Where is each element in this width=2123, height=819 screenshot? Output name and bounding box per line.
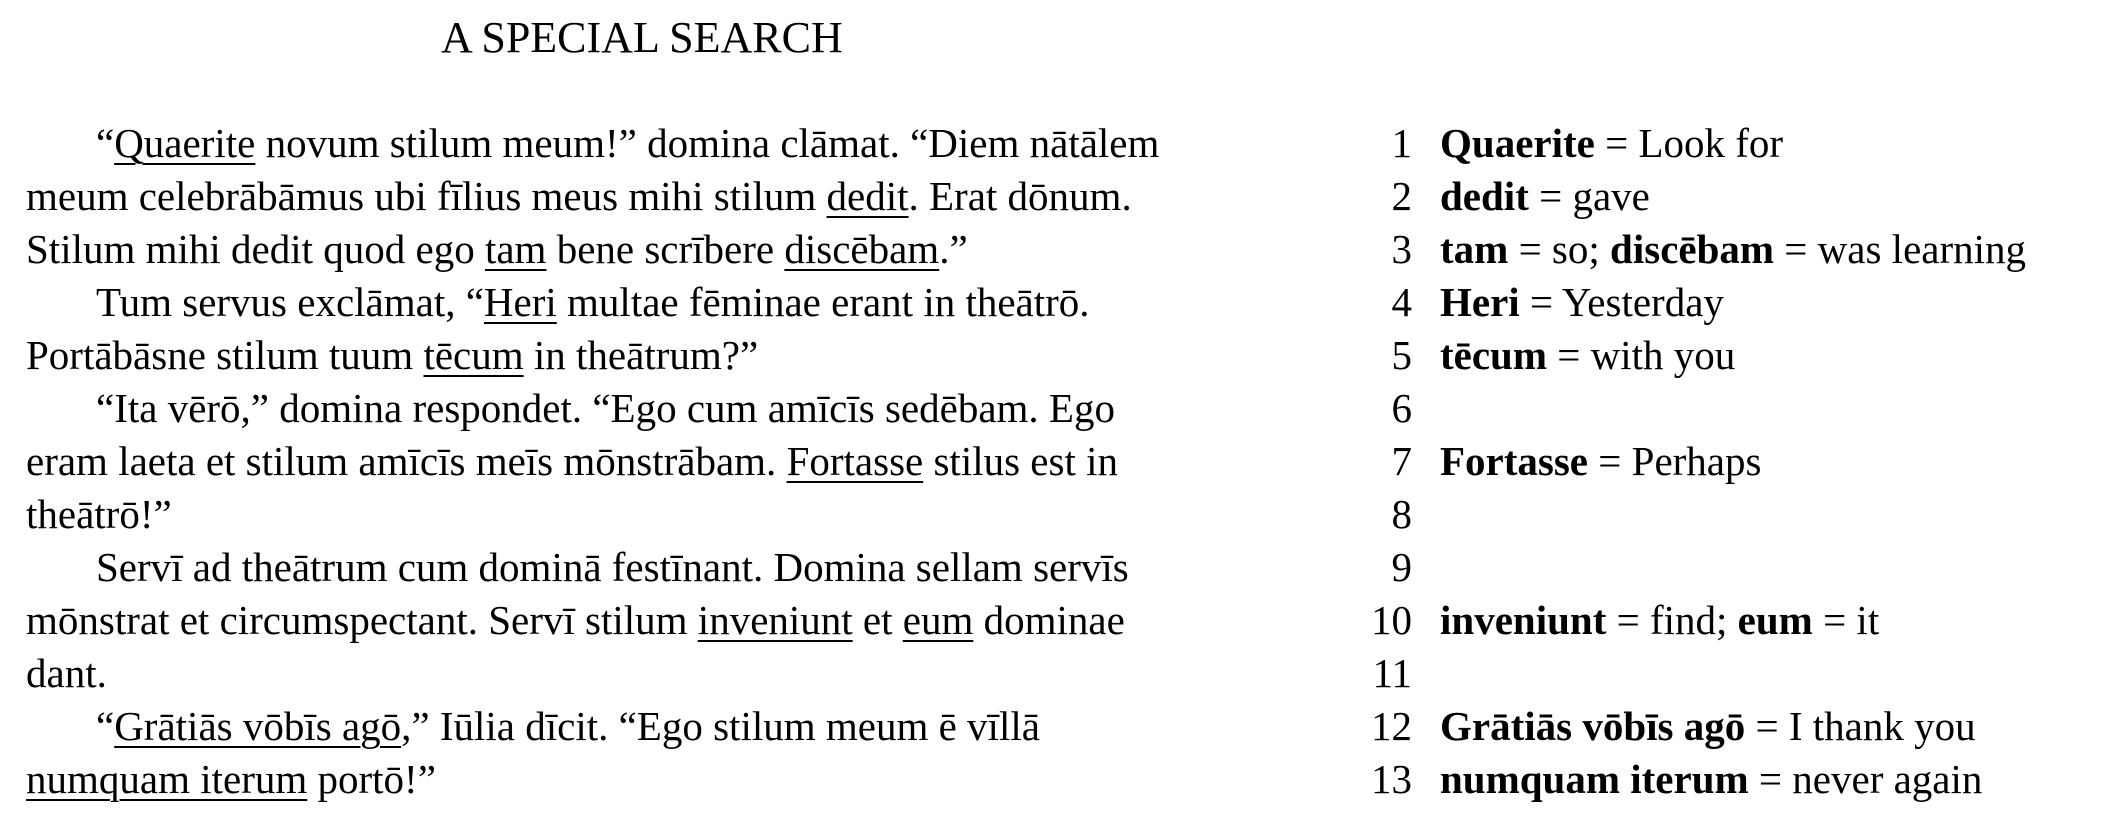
- glossed-word: Fortasse: [786, 438, 924, 484]
- story-text-segment: dant.: [26, 650, 107, 696]
- glossed-word: tēcum: [423, 332, 524, 378]
- line-number: 5: [1391, 332, 1412, 378]
- glossary-term: tēcum: [1440, 332, 1548, 378]
- glossary-row: [1356, 223, 2026, 276]
- glossary-definition: [1440, 700, 1976, 753]
- glossary-definition: [1440, 753, 1982, 806]
- glossary-term: numquam iterum: [1440, 756, 1749, 802]
- glossary-term: dedit: [1440, 173, 1529, 219]
- glossary-term: eum: [1737, 597, 1813, 643]
- story-text-segment: in theātrum?”: [523, 332, 759, 378]
- glossary-meaning: = it: [1812, 597, 1880, 643]
- glossed-word: tam: [484, 226, 547, 272]
- glossary-term: Quaerite: [1440, 120, 1595, 166]
- story-line: [26, 117, 1159, 170]
- story-line: [26, 435, 1159, 488]
- glossary-row: [1356, 541, 2026, 594]
- line-number: 7: [1391, 438, 1412, 484]
- line-number: 3: [1391, 226, 1412, 272]
- glossary-row: [1356, 329, 2026, 382]
- glossed-word: discēbam: [784, 226, 940, 272]
- glossary-definition: [1440, 170, 1650, 223]
- line-number: 4: [1391, 279, 1412, 325]
- line-number: 6: [1391, 385, 1412, 431]
- glossary-definition: [1440, 117, 1783, 170]
- story-text-segment: . Erat dōnum.: [908, 173, 1132, 219]
- glossary-definition: [1440, 276, 1724, 329]
- line-number: 13: [1371, 756, 1412, 802]
- line-number: 8: [1391, 491, 1412, 537]
- story-text-segment: theātrō!”: [26, 491, 172, 537]
- story-text-segment: Portābāsne stilum tuum: [26, 332, 424, 378]
- glossary-row: [1356, 117, 2026, 170]
- glossed-word: dedit: [826, 173, 909, 219]
- story-text-segment: .”: [939, 226, 968, 272]
- glossary-row: [1356, 276, 2026, 329]
- glossary-term: tam: [1440, 226, 1509, 272]
- glossed-word: Grātiās vōbīs agō: [114, 703, 402, 749]
- story-line: [26, 382, 1159, 435]
- glossary-meaning: = I thank you: [1745, 703, 1976, 749]
- glossary-meaning: = gave: [1528, 173, 1650, 219]
- glossary-row: [1356, 170, 2026, 223]
- story-text-segment: meum celebrābāmus ubi fīlius meus mihi stilum: [26, 173, 827, 219]
- story-text-segment: stilus est in: [923, 438, 1118, 484]
- story-text-segment: ,” Iūlia dīcit. “Ego stilum meum ē vīllā: [401, 703, 1040, 749]
- line-number: 9: [1391, 544, 1412, 590]
- glossary-row: [1356, 488, 2026, 541]
- story-line: [26, 700, 1159, 753]
- story-text-segment: et: [852, 597, 903, 643]
- glossary-meaning: = Yesterday: [1519, 279, 1724, 325]
- glossary-term: Grātiās vōbīs agō: [1440, 703, 1746, 749]
- story-text-segment: Servī ad theātrum cum dominā festīnant. Domina sellam servīs: [96, 544, 1129, 590]
- story-text-segment: portō!”: [307, 756, 436, 802]
- line-number: 12: [1371, 703, 1412, 749]
- glossary-meaning: = never again: [1748, 756, 1983, 802]
- story-line: [26, 541, 1159, 594]
- story-text-segment: dominae: [973, 597, 1125, 643]
- glossary-row: [1356, 647, 2026, 700]
- glossary-meaning: = with you: [1547, 332, 1736, 378]
- story-text-segment: eram laeta et stilum amīcīs meīs mōnstrābam.: [26, 438, 787, 484]
- glossary-row: [1356, 435, 2026, 488]
- story-text-segment: “: [96, 703, 115, 749]
- glossary-definition: [1440, 594, 1879, 647]
- glossary-meaning: = find;: [1606, 597, 1738, 643]
- glossary-meaning: = was learning: [1774, 226, 2027, 272]
- glossary-definition: [1440, 223, 2026, 276]
- glossed-word: Heri: [483, 279, 557, 325]
- glossed-word: numquam iterum: [26, 756, 308, 802]
- line-number: 1: [1391, 120, 1412, 166]
- story-text-segment: mōnstrat et circumspectant. Servī stilum: [26, 597, 698, 643]
- glossary-meaning: = Perhaps: [1588, 438, 1762, 484]
- glossary-row: [1356, 753, 2026, 806]
- glossary-term: Heri: [1440, 279, 1520, 325]
- story-text-segment: multae fēminae erant in theātrō.: [556, 279, 1090, 325]
- glossary-definition: [1440, 435, 1761, 488]
- glossary-row: [1356, 594, 2026, 647]
- story-line: [26, 170, 1159, 223]
- glossary-list: [1356, 117, 2026, 806]
- page-title: A SPECIAL SEARCH: [441, 13, 843, 62]
- glossed-word: Quaerite: [114, 120, 256, 166]
- story-text-segment: “: [96, 120, 115, 166]
- glossary-meaning: = so;: [1508, 226, 1611, 272]
- glossary-term: Fortasse: [1440, 438, 1589, 484]
- story-line: [26, 594, 1159, 647]
- glossary-definition: [1440, 329, 1735, 382]
- glossed-word: inveniunt: [697, 597, 853, 643]
- glossed-word: eum: [902, 597, 974, 643]
- story-line: [26, 276, 1159, 329]
- line-number: 11: [1372, 650, 1412, 696]
- story-line: [26, 753, 1159, 806]
- glossary-row: [1356, 382, 2026, 435]
- story-line: [26, 488, 1159, 541]
- line-number: 10: [1371, 597, 1412, 643]
- glossary-term: inveniunt: [1440, 597, 1607, 643]
- story-text-segment: novum stilum meum!” domina clāmat. “Diem nātālem: [255, 120, 1160, 166]
- story-text: [26, 117, 1159, 806]
- glossary-row: [1356, 700, 2026, 753]
- glossary-meaning: = Look for: [1594, 120, 1784, 166]
- glossary-term: discēbam: [1610, 226, 1775, 272]
- story-line: [26, 647, 1159, 700]
- story-text-segment: Tum servus exclāmat, “: [96, 279, 484, 325]
- story-text-segment: bene scrībere: [546, 226, 785, 272]
- line-number: 2: [1391, 173, 1412, 219]
- story-line: [26, 329, 1159, 382]
- story-text-segment: Stilum mihi dedit quod ego: [26, 226, 485, 272]
- story-text-segment: “Ita vērō,” domina respondet. “Ego cum amīcīs sedēbam. Ego: [96, 385, 1115, 431]
- story-line: [26, 223, 1159, 276]
